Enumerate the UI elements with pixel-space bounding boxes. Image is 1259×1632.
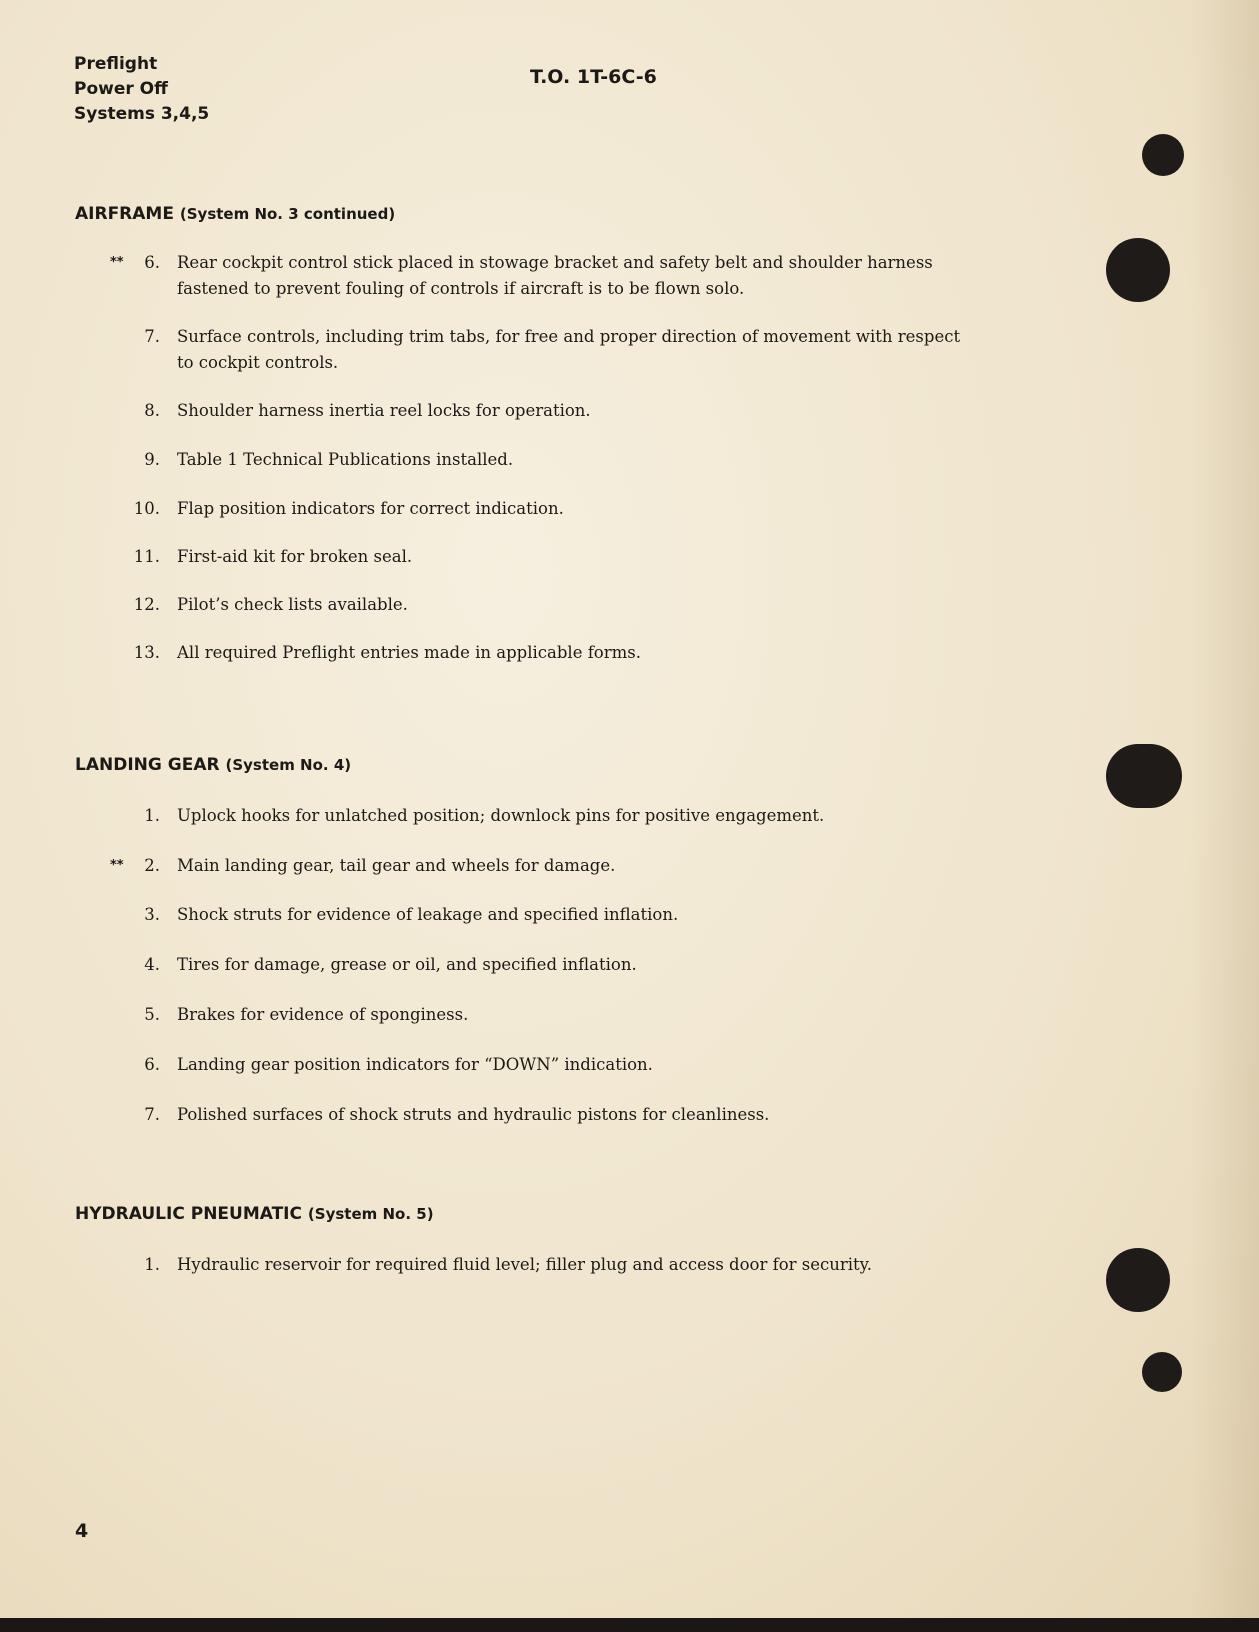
- item-text: [177, 496, 1037, 522]
- binder-hole: [1106, 1248, 1170, 1312]
- item-number: 9.: [144, 450, 160, 469]
- section-subtitle: (System No. 5): [307, 1205, 434, 1223]
- item-number: 6.: [144, 253, 160, 272]
- item-number: 6.: [144, 1055, 160, 1074]
- item-text-line: Main landing gear, tail gear and wheels for damage.: [177, 856, 616, 875]
- item-text-line: All required Preflight entries made in applicable forms.: [177, 643, 641, 662]
- section-heading-airframe: [75, 204, 395, 224]
- binder-hole: [1142, 134, 1184, 176]
- item-text-line: Hydraulic reservoir for required fluid level; filler plug and access door for security.: [177, 1255, 873, 1274]
- item-text-line: Polished surfaces of shock struts and hydraulic pistons for cleanliness.: [177, 1105, 770, 1124]
- item-text-line: Shoulder harness inertia reel locks for operation.: [177, 401, 591, 420]
- item-text: [177, 902, 1037, 928]
- item-text: [177, 952, 1037, 978]
- item-number: 1.: [144, 806, 160, 825]
- item-text: [177, 1002, 1037, 1028]
- item-text-line: Surface controls, including trim tabs, for free and proper direction of movement with respect: [177, 327, 961, 346]
- binder-hole: [1106, 238, 1170, 302]
- item-number: 11.: [133, 547, 160, 566]
- section-heading-hydraulic-pneumatic: [75, 1204, 434, 1224]
- item-text: [177, 447, 1037, 473]
- item-text-line: to cockpit controls.: [177, 353, 339, 372]
- scan-bottom-edge: [0, 1618, 1259, 1632]
- item-number: 4.: [144, 955, 160, 974]
- item-number: 7.: [144, 1105, 160, 1124]
- item-text-line: Rear cockpit control stick placed in stowage bracket and safety belt and shoulder harness: [177, 253, 933, 272]
- item-text-line: Landing gear position indicators for “DOWN” indication.: [177, 1055, 653, 1074]
- binder-hole: [1142, 1352, 1182, 1392]
- section-subtitle: (System No. 3 continued): [179, 205, 396, 223]
- item-marker: **: [110, 858, 124, 873]
- item-text: [177, 640, 1037, 666]
- item-text: [177, 398, 1037, 424]
- item-text-line: Shock struts for evidence of leakage and specified inflation.: [177, 905, 679, 924]
- item-text-line: First-aid kit for broken seal.: [177, 547, 413, 566]
- section-subtitle: (System No. 4): [225, 756, 352, 774]
- item-text: [177, 803, 1037, 829]
- item-number: 2.: [144, 856, 160, 875]
- running-head-line: Preflight: [74, 54, 158, 74]
- section-title: LANDING GEAR: [75, 755, 220, 775]
- item-text: [177, 250, 1037, 302]
- section-heading-landing-gear: [75, 755, 351, 775]
- section-title: AIRFRAME: [75, 204, 174, 224]
- item-number: 5.: [144, 1005, 160, 1024]
- item-text: [177, 1252, 1037, 1278]
- item-number: 1.: [144, 1255, 160, 1274]
- item-text-line: Uplock hooks for unlatched position; downlock pins for positive engagement.: [177, 806, 825, 825]
- item-text: [177, 853, 1037, 879]
- technical-order-number: T.O. 1T-6C-6: [530, 66, 657, 88]
- item-number: 8.: [144, 401, 160, 420]
- item-text-line: Tires for damage, grease or oil, and specified inflation.: [177, 955, 637, 974]
- item-marker: **: [110, 255, 124, 270]
- running-head-line: Systems 3,4,5: [74, 104, 210, 124]
- item-number: 7.: [144, 327, 160, 346]
- item-text: [177, 592, 1037, 618]
- item-text: [177, 1102, 1037, 1128]
- page-edge-shadow: [1189, 0, 1259, 1632]
- item-text-line: Pilot’s check lists available.: [177, 595, 408, 614]
- binder-hole: [1106, 744, 1182, 808]
- page-number: 4: [75, 1520, 89, 1542]
- item-number: 10.: [133, 499, 160, 518]
- item-text-line: Flap position indicators for correct indication.: [177, 499, 564, 518]
- section-title: HYDRAULIC PNEUMATIC: [75, 1204, 302, 1224]
- item-number: 3.: [144, 905, 160, 924]
- item-text: [177, 544, 1037, 570]
- item-text-line: Brakes for evidence of sponginess.: [177, 1005, 469, 1024]
- item-text-line: fastened to prevent fouling of controls if aircraft is to be flown solo.: [177, 279, 745, 298]
- item-text: [177, 324, 1037, 376]
- running-head: [74, 52, 209, 127]
- running-head-line: Power Off: [74, 79, 168, 99]
- item-text-line: Table 1 Technical Publications installed.: [177, 450, 514, 469]
- item-text: [177, 1052, 1037, 1078]
- item-number: 13.: [133, 643, 160, 662]
- item-number: 12.: [133, 595, 160, 614]
